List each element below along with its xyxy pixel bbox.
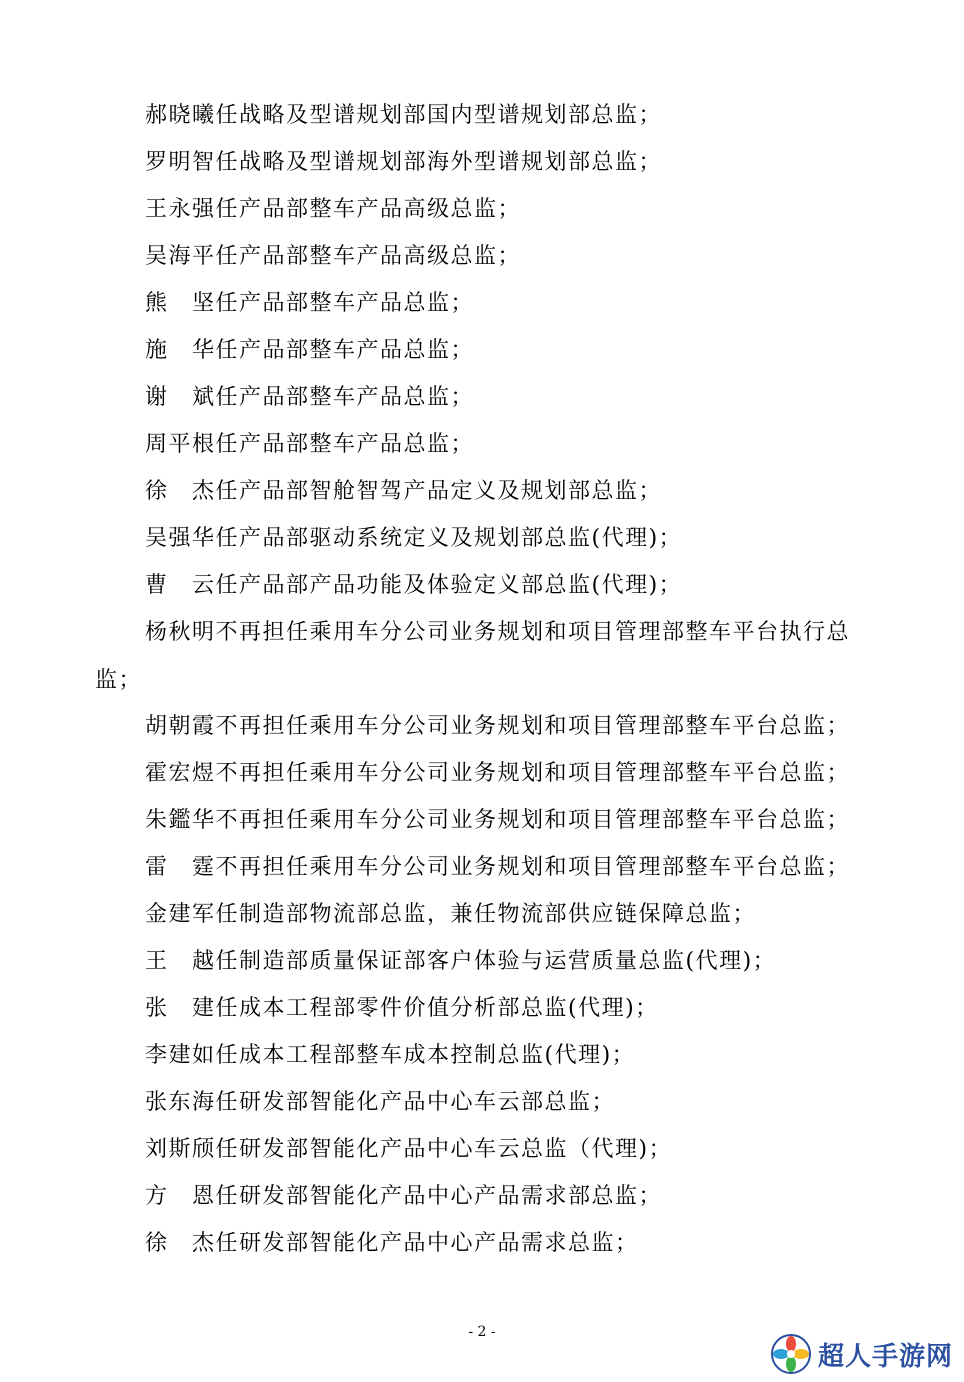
paragraph: 罗明智任战略及型谱规划部海外型谱规划部总监；: [145, 150, 663, 175]
paragraph: 王 越任制造部质量保证部客户体验与运营质量总监(代理)；: [145, 949, 777, 974]
paragraph: 吴海平任产品部整车产品高级总监；: [145, 244, 522, 269]
paragraph: 徐 杰任产品部智舱智驾产品定义及规划部总监；: [145, 479, 663, 504]
paragraph: 郝晓曦任战略及型谱规划部国内型谱规划部总监；: [145, 103, 663, 128]
paragraph: 张 建任成本工程部零件价值分析部总监(代理)；: [145, 996, 659, 1021]
paragraph: 金建军任制造部物流部总监，兼任物流部供应链保障总监；: [145, 902, 757, 927]
paragraph: 刘斯颀任研发部智能化产品中心车云总监（代理)；: [145, 1137, 673, 1162]
paragraph: 方 恩任研发部智能化产品中心产品需求部总监；: [145, 1184, 663, 1209]
paragraph: 施 华任产品部整车产品总监；: [145, 338, 475, 363]
paragraph: 徐 杰任研发部智能化产品中心产品需求总监；: [145, 1231, 639, 1256]
paragraph: 王永强任产品部整车产品高级总监；: [145, 197, 522, 222]
watermark-text: 超人手游网: [818, 1341, 954, 1372]
paragraph: 熊 坚任产品部整车产品总监；: [145, 291, 475, 316]
paragraph: 李建如任成本工程部整车成本控制总监(代理)；: [145, 1043, 636, 1068]
paragraph: 谢 斌任产品部整车产品总监；: [145, 385, 475, 410]
paragraph: 霍宏煜不再担任乘用车分公司业务规划和项目管理部整车平台总监；: [145, 761, 851, 786]
paragraph: 吴强华任产品部驱动系统定义及规划部总监(代理)；: [145, 526, 683, 551]
paragraph: 周平根任产品部整车产品总监；: [145, 432, 475, 457]
paragraph: 张东海任研发部智能化产品中心车云部总监；: [145, 1090, 616, 1115]
paragraph: 胡朝霞不再担任乘用车分公司业务规划和项目管理部整车平台总监；: [145, 714, 851, 739]
page-number: - 2 -: [468, 1324, 496, 1340]
paragraph: 朱鑑华不再担任乘用车分公司业务规划和项目管理部整车平台总监；: [145, 808, 851, 833]
watermark: [770, 1330, 960, 1378]
paragraph: 雷 霆不再担任乘用车分公司业务规划和项目管理部整车平台总监；: [145, 855, 851, 880]
colorful-flower-logo-icon: [770, 1333, 812, 1375]
paragraph: 杨秋明不再担任乘用车分公司业务规划和项目管理部整车平台执行总监；: [95, 620, 851, 693]
paragraph: 曹 云任产品部产品功能及体验定义部总监(代理)；: [145, 573, 683, 598]
